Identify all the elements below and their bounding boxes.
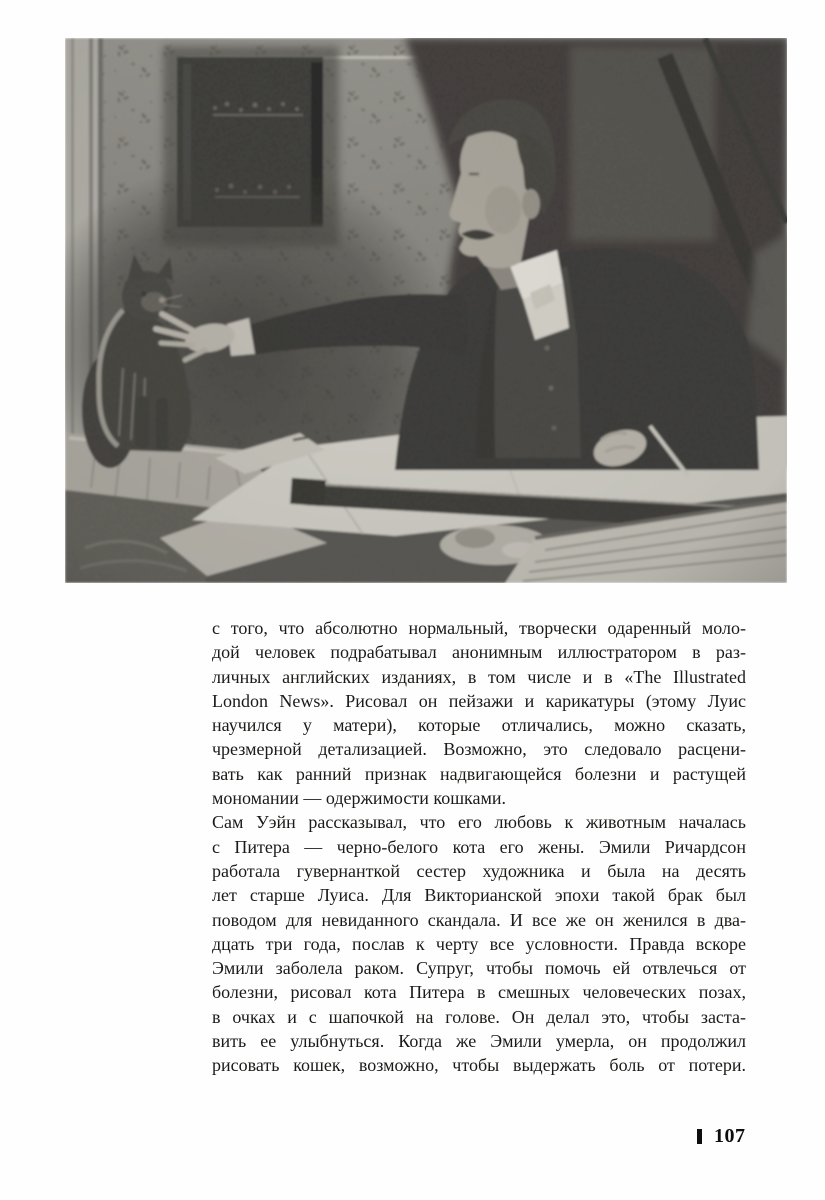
text-line: дой человек подрабатывал анонимным иллюстратором в раз- (212, 642, 746, 663)
film-grain (65, 38, 787, 583)
footer-bar-ornament (697, 1129, 702, 1144)
text-line: личных английских изданиях, в том числе и в «The Illustrated (212, 666, 746, 687)
text-line: рисовать кошек, возможно, чтобы выдержать боль от потери. (212, 1055, 746, 1076)
photo-louis-wain-with-cat (65, 38, 787, 583)
text-line: болезни, рисовал кота Питера в смешных человеческих позах, (212, 982, 746, 1003)
text-line: Эмили заболела раком. Супруг, чтобы помочь ей отвлечься от (212, 958, 746, 979)
page-number: 107 (714, 1125, 746, 1147)
text-line-paragraph-end: мономании — одержимости кошками. (212, 788, 507, 809)
text-line: работала гувернанткой сестер художника и была на десять (212, 860, 746, 881)
body-text (212, 616, 746, 1078)
page-footer (697, 1126, 746, 1146)
text-line: Сам Уэйн рассказывал, что его любовь к животным началась (212, 812, 746, 833)
text-line: с того, что абсолютно нормальный, творчески одаренный моло- (212, 618, 746, 638)
text-line: лет старше Луиса. Для Викторианской эпохи такой брак был (212, 885, 746, 906)
text-line: вить ее улыбнуться. Когда же Эмили умерла, он продолжил (212, 1031, 746, 1052)
text-line: в очках и с шапочкой на голове. Он делал это, чтобы заста- (212, 1006, 746, 1027)
text-line: научился у матери), которые отличались, можно сказать, (212, 715, 746, 736)
text-line: дцать три года, послав к черту все условности. Правда вскоре (212, 933, 746, 954)
text-line: вать как ранний признак надвигающейся болезни и растущей (212, 763, 746, 784)
text-line: London News». Рисовал он пейзажи и карикатуры (этому Луис (212, 690, 746, 711)
text-line: поводом для невиданного скандала. И все же он женился в два- (212, 909, 746, 930)
text-line: с Питера — черно-белого кота его жены. Эмили Ричардсон (212, 836, 746, 857)
text-line: чрезмерной детализацией. Возможно, это следовало расцени- (212, 739, 746, 760)
